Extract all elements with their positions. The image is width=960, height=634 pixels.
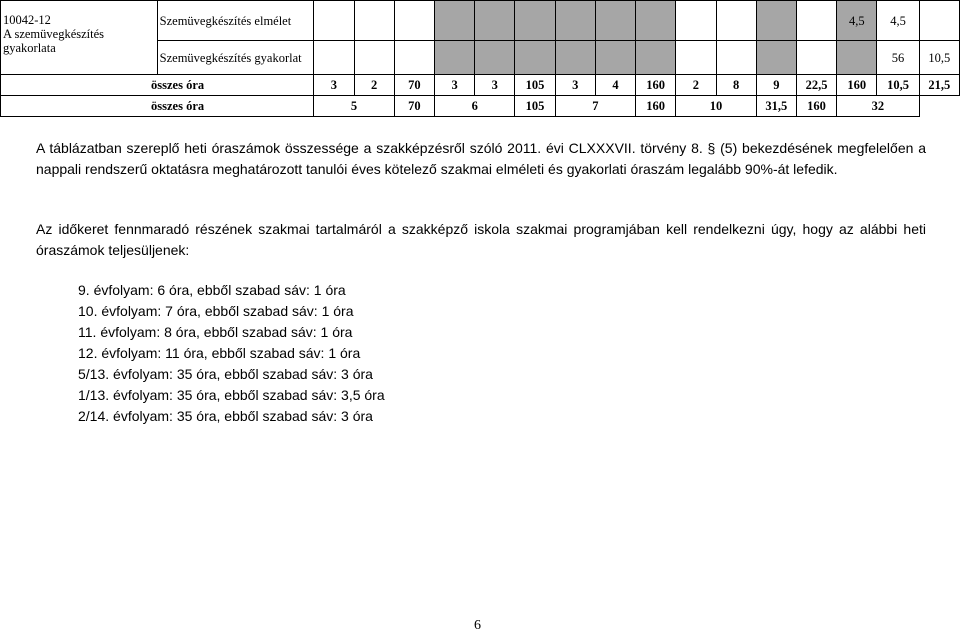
table-cell: 8: [716, 75, 756, 96]
table-cell: 32: [837, 96, 920, 117]
table-cell: 160: [796, 96, 836, 117]
table-cell-shaded: [555, 1, 595, 41]
table-cell: 2: [676, 75, 716, 96]
table-cell-shaded: [434, 1, 474, 41]
table-cell: 56: [877, 41, 919, 75]
table-cell-shaded: 4,5: [837, 1, 877, 41]
table-cell: 105: [515, 96, 555, 117]
table-cell-shaded: [837, 41, 877, 75]
module-code: 10042-12: [3, 13, 51, 27]
paragraph-remaining-time: Az időkeret fennmaradó részének szakmai tartalmáról a szakképző iskola szakmai programjában kell rendelkezni úgy, hogy az alábbi heti óraszámok teljesüljenek:: [36, 221, 926, 258]
row-label: Szemüvegkészítés gyakorlat: [157, 41, 314, 75]
table-cell-shaded: [515, 1, 555, 41]
table-cell-shaded: [636, 1, 676, 41]
list-item: 11. évfolyam: 8 óra, ebből szabad sáv: 1 óra: [78, 324, 353, 340]
table-cell: [314, 1, 354, 41]
table-cell: 10,5: [919, 41, 959, 75]
table-cell: 21,5: [919, 75, 959, 96]
table-cell-shaded: [595, 1, 635, 41]
table-cell: 105: [515, 75, 555, 96]
table-cell: 3: [314, 75, 354, 96]
table-cell: [676, 1, 716, 41]
table-cell: [676, 41, 716, 75]
module-code-cell: [1, 1, 158, 75]
table-cell: [314, 41, 354, 75]
table-cell: 6: [434, 96, 514, 117]
table-cell: [919, 1, 959, 41]
hours-list: [78, 280, 385, 427]
table-cell: 5: [314, 96, 394, 117]
table-cell: 3: [434, 75, 474, 96]
table-cell: [394, 41, 434, 75]
table-cell: [716, 1, 756, 41]
table-cell: [796, 41, 836, 75]
table-cell: 4: [595, 75, 635, 96]
table-cell: 3: [475, 75, 515, 96]
page-number: 6: [474, 618, 481, 633]
table-cell: 7: [555, 96, 635, 117]
table-cell-shaded: [515, 41, 555, 75]
module-title: A szemüvegkészítés gyakorlata: [3, 27, 105, 55]
paragraph-coverage: A táblázatban szereplő heti óraszámok összessége a szakképzésről szóló 2011. évi CLXXXVII. törvény 8. § (5) bekezdésének megfelelően a nappali rendszerű oktatásra meghatározott tanulói éves kötelező szakmai elméleti és gyakorlati óraszám legalább 90%-át lefedik.: [36, 140, 926, 177]
table-cell: 4,5: [877, 1, 919, 41]
table-cell: 10,5: [877, 75, 919, 96]
table-cell: 160: [636, 75, 676, 96]
table-cell-shaded: [756, 41, 796, 75]
list-item: 5/13. évfolyam: 35 óra, ebből szabad sáv: 3 óra: [78, 366, 373, 382]
table-cell-shaded: [756, 1, 796, 41]
list-item: 12. évfolyam: 11 óra, ebből szabad sáv: 1 óra: [78, 345, 361, 361]
list-item: 2/14. évfolyam: 35 óra, ebből szabad sáv: 3 óra: [78, 408, 373, 424]
table-cell: 2: [354, 75, 394, 96]
total-row-label: összes óra: [1, 75, 314, 96]
table-cell: 160: [837, 75, 877, 96]
table-cell: 3: [555, 75, 595, 96]
row-label: Szemüvegkészítés elmélet: [157, 1, 314, 41]
table-cell: 10: [676, 96, 756, 117]
table-cell: 160: [636, 96, 676, 117]
list-item: 1/13. évfolyam: 35 óra, ebből szabad sáv: 3,5 óra: [78, 387, 385, 403]
total-row-label: összes óra: [1, 96, 314, 117]
table-cell-shaded: [636, 41, 676, 75]
table-cell: 22,5: [796, 75, 836, 96]
table-cell: [354, 41, 394, 75]
table-cell: [394, 1, 434, 41]
table-cell: [354, 1, 394, 41]
table-cell-shaded: [475, 41, 515, 75]
table-cell: 70: [394, 96, 434, 117]
table-cell-shaded: [595, 41, 635, 75]
table-cell-shaded: [475, 1, 515, 41]
table-cell: 70: [394, 75, 434, 96]
list-item: 10. évfolyam: 7 óra, ebből szabad sáv: 1 óra: [78, 303, 354, 319]
table-cell-shaded: [555, 41, 595, 75]
curriculum-table: [0, 0, 960, 117]
table-cell: 31,5: [756, 96, 796, 117]
table-cell: 9: [756, 75, 796, 96]
table-cell: [796, 1, 836, 41]
table-cell: [716, 41, 756, 75]
table-cell-shaded: [434, 41, 474, 75]
list-item: 9. évfolyam: 6 óra, ebből szabad sáv: 1 óra: [78, 282, 346, 298]
